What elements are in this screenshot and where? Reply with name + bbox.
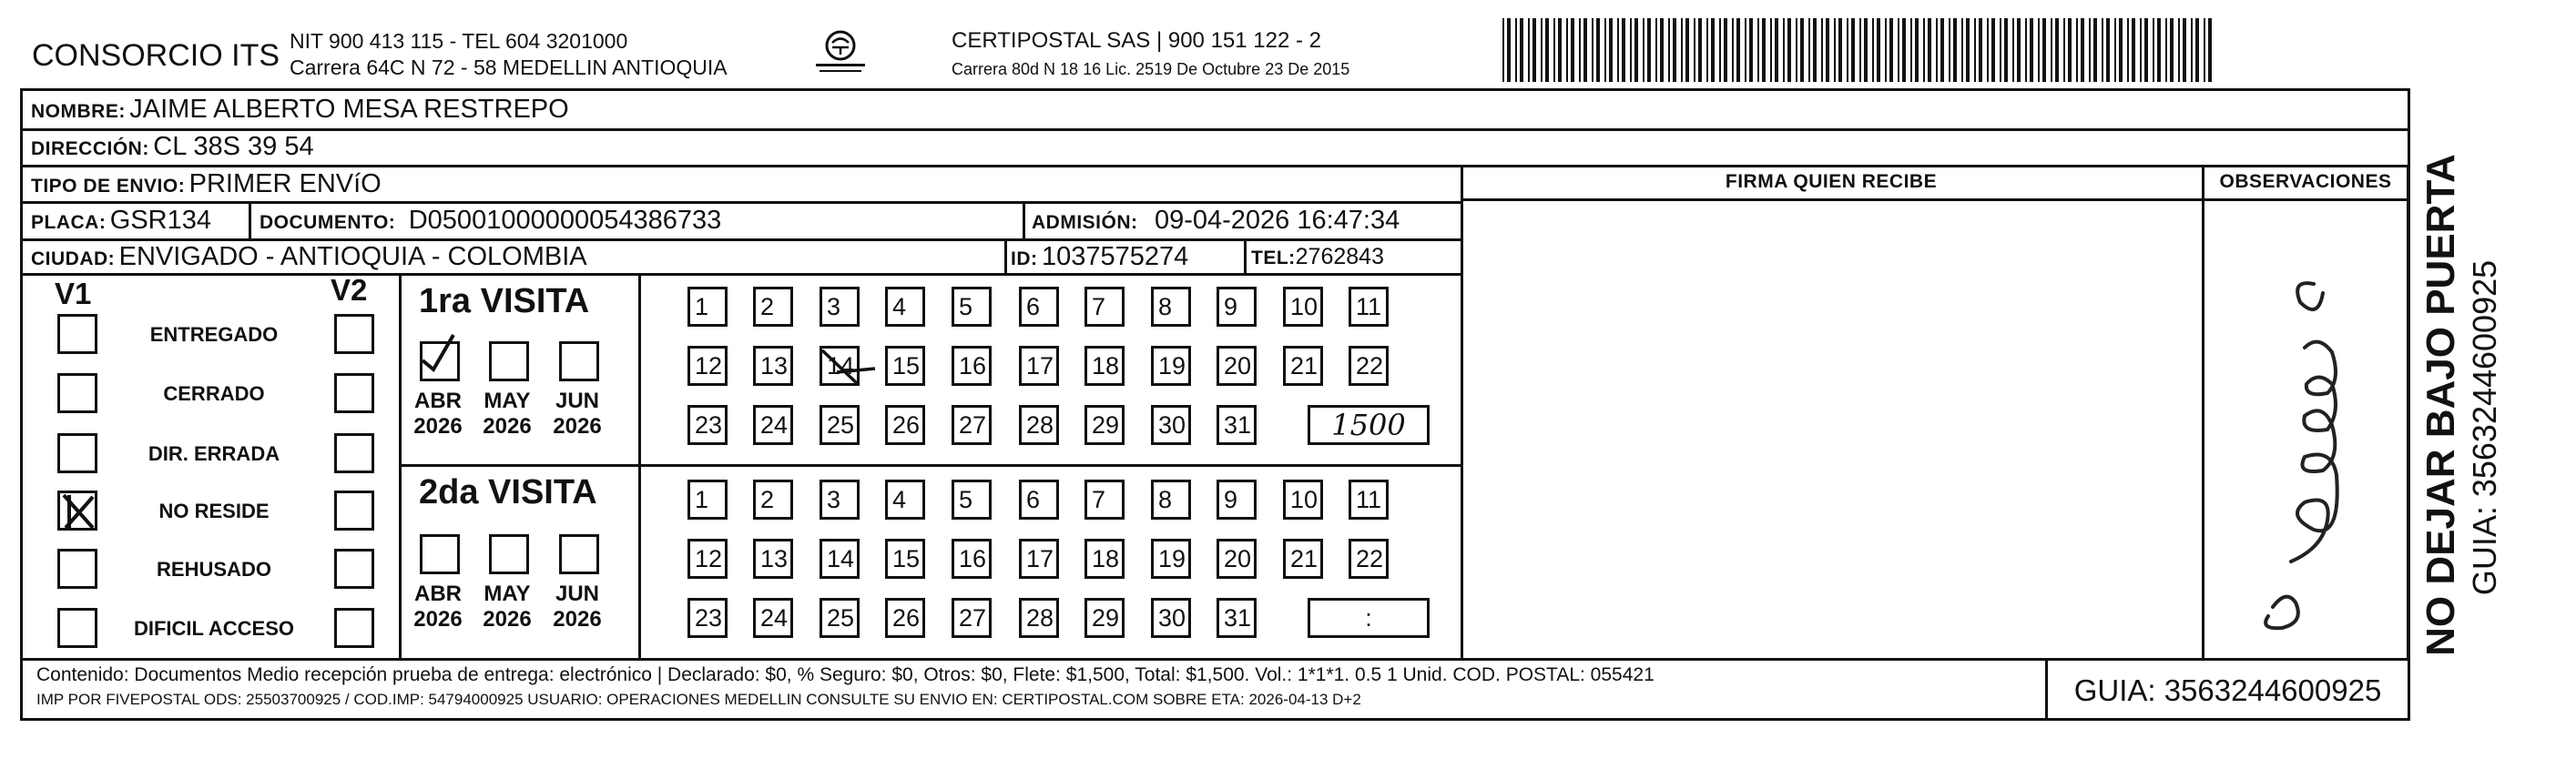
day-box[interactable]	[1349, 287, 1389, 327]
v1-checkbox[interactable]	[57, 608, 97, 648]
day-box[interactable]	[885, 480, 925, 520]
visit1-title: 1ra VISITA	[419, 282, 590, 320]
ciudad-row	[31, 242, 587, 272]
x-mark-icon	[60, 493, 97, 530]
day-box[interactable]	[820, 346, 860, 386]
nombre-label: NOMBRE:	[31, 101, 126, 122]
day-number: 31	[1224, 604, 1252, 632]
day-box[interactable]	[1283, 346, 1323, 386]
day-number: 16	[959, 352, 987, 379]
id-value: 1037575274	[1041, 242, 1189, 271]
month-label: JUN	[555, 582, 599, 606]
day-number: 21	[1290, 352, 1319, 379]
v1-checkbox[interactable]	[57, 491, 97, 531]
status-label: DIR. ERRADA	[148, 442, 280, 465]
day-box[interactable]	[1019, 598, 1059, 638]
day-number: 17	[1026, 545, 1054, 572]
documento-label: DOCUMENTO:	[260, 212, 396, 233]
day-box[interactable]	[1019, 346, 1059, 386]
day-box[interactable]	[1084, 405, 1125, 445]
day-number: 12	[695, 545, 723, 572]
day-number: 22	[1356, 545, 1384, 572]
day-mark-icon	[819, 345, 882, 400]
month-checkbox-jun[interactable]	[559, 534, 599, 574]
day-box[interactable]	[1151, 480, 1191, 520]
day-number: 19	[1158, 545, 1186, 572]
v1-checkbox[interactable]	[57, 549, 97, 589]
day-number: 31	[1224, 411, 1252, 439]
day-box[interactable]	[1019, 405, 1059, 445]
signature	[2204, 202, 2407, 657]
day-box[interactable]	[1084, 480, 1125, 520]
day-number: 30	[1158, 411, 1186, 439]
day-box[interactable]	[1084, 346, 1125, 386]
day-box[interactable]	[1283, 480, 1323, 520]
direccion-label: DIRECCIÓN:	[31, 138, 149, 159]
day-number: 17	[1026, 352, 1054, 379]
day-number: 26	[892, 604, 921, 632]
day-box[interactable]	[885, 405, 925, 445]
day-number: 8	[1158, 293, 1173, 320]
day-number: 19	[1158, 352, 1186, 379]
day-number: 24	[760, 604, 789, 632]
tel-label: TEL:	[1251, 248, 1296, 268]
company-name: CONSORCIO ITS	[32, 38, 280, 73]
v1-checkbox[interactable]	[57, 373, 97, 413]
day-number: 25	[827, 411, 855, 439]
status-label: NO RESIDE	[158, 500, 270, 522]
ciudad-value: ENVIGADO - ANTIOQUIA - COLOMBIA	[118, 242, 587, 271]
admision-label: ADMISIÓN:	[1032, 212, 1138, 233]
month-label: ABR	[414, 582, 462, 606]
placa-row	[31, 206, 211, 236]
tipo-value: PRIMER ENVíO	[188, 169, 382, 198]
day-number: 24	[760, 411, 789, 439]
company-nit: NIT 900 413 115 - TEL 604 3201000	[290, 29, 628, 53]
placa-value: GSR134	[109, 206, 212, 235]
day-box[interactable]	[753, 539, 793, 579]
year-label: 2026	[553, 414, 602, 439]
day-number: 27	[959, 411, 987, 439]
day-number: 18	[1092, 352, 1120, 379]
v2-checkbox[interactable]	[334, 314, 374, 354]
month-label: ABR	[414, 389, 462, 413]
day-box[interactable]	[1217, 405, 1257, 445]
day-box[interactable]	[753, 598, 793, 638]
day-box[interactable]	[1151, 598, 1191, 638]
year-label: 2026	[553, 607, 602, 632]
day-box[interactable]	[1019, 480, 1059, 520]
day-box[interactable]	[952, 539, 992, 579]
day-number: 1	[695, 486, 709, 513]
day-number: 7	[1092, 293, 1106, 320]
year-label: 2026	[413, 414, 463, 439]
tel-row	[1251, 244, 1384, 270]
v2-checkbox[interactable]	[334, 549, 374, 589]
direccion-value: CL 38S 39 54	[153, 132, 314, 161]
day-number: 6	[1026, 293, 1041, 320]
day-box[interactable]	[952, 287, 992, 327]
status-label: ENTREGADO	[149, 323, 279, 346]
admision-value: 09-04-2026 16:47:34	[1154, 206, 1400, 235]
day-box[interactable]	[687, 539, 728, 579]
day-number: 2	[760, 486, 775, 513]
tipo-row	[31, 169, 382, 199]
day-number: 14	[827, 545, 855, 572]
footer-guia: GUIA: 3563244600925	[2073, 673, 2382, 707]
day-box[interactable]	[1019, 287, 1059, 327]
v2-checkbox[interactable]	[334, 433, 374, 473]
day-box[interactable]	[753, 480, 793, 520]
day-box[interactable]	[1283, 287, 1323, 327]
day-box[interactable]	[1349, 480, 1389, 520]
day-box[interactable]	[687, 346, 728, 386]
day-box[interactable]	[952, 480, 992, 520]
day-box[interactable]	[1151, 539, 1191, 579]
day-number: 7	[1092, 486, 1106, 513]
day-box[interactable]	[1217, 480, 1257, 520]
day-number: 4	[892, 293, 907, 320]
v1-checkbox[interactable]	[57, 314, 97, 354]
status-label: REHUSADO	[157, 558, 271, 581]
month-checkbox-abr[interactable]	[420, 341, 460, 381]
day-box[interactable]	[753, 346, 793, 386]
v2-label: V2	[331, 273, 368, 307]
day-box[interactable]	[1349, 539, 1389, 579]
day-number: 11	[1356, 486, 1382, 513]
nombre-row	[31, 95, 569, 125]
side-warning: NO DEJAR BAJO PUERTA	[2418, 154, 2463, 656]
imp-text: IMP POR FIVEPOSTAL ODS: 25503700925 / COD.IMP: 54794000925 USUARIO: OPERACIONES MEDELLIN CONSULTE SU ENVIO EN: CERTIPOSTAL.COM SOBRE ETA: 2026-04-13 D+2	[36, 691, 1361, 708]
barcode	[1502, 18, 2222, 82]
day-number: 13	[760, 352, 789, 379]
time-box[interactable]	[1308, 598, 1430, 638]
day-box[interactable]	[885, 287, 925, 327]
day-box[interactable]	[687, 405, 728, 445]
day-box[interactable]	[885, 598, 925, 638]
day-number: 23	[695, 411, 723, 439]
day-box[interactable]	[1217, 287, 1257, 327]
day-box[interactable]	[820, 480, 860, 520]
placa-label: PLACA:	[31, 212, 107, 233]
day-box[interactable]	[820, 598, 860, 638]
day-number: 29	[1092, 604, 1120, 632]
day-number: 3	[827, 293, 841, 320]
day-number: 29	[1092, 411, 1120, 439]
day-number: 5	[959, 486, 973, 513]
day-number: 16	[959, 545, 987, 572]
id-label: ID:	[1011, 248, 1038, 269]
day-number: 18	[1092, 545, 1120, 572]
tipo-label: TIPO DE ENVIO:	[31, 176, 186, 197]
documento-row	[260, 206, 721, 236]
year-label: 2026	[483, 607, 532, 632]
status-label: CERRADO	[163, 382, 265, 405]
day-box[interactable]	[1217, 539, 1257, 579]
contenido-text: Contenido: Documentos Medio recepción prueba de entrega: electrónico | Declarado: $0, % Seguro: $0, Otros: $0, Flete: $1,500, Total: $1,500. Vol.: 1*1*1. 0.5 1 Unid. COD. POSTAL: 055421	[36, 664, 1655, 685]
day-number: 5	[959, 293, 973, 320]
day-box[interactable]	[820, 405, 860, 445]
signature-drawing	[2204, 202, 2407, 657]
month-label: JUN	[555, 389, 599, 413]
day-number: 3	[827, 486, 841, 513]
day-number: 30	[1158, 604, 1186, 632]
day-box[interactable]	[1349, 346, 1389, 386]
company-address: Carrera 64C N 72 - 58 MEDELLIN ANTIOQUIA	[290, 56, 728, 79]
day-number: 21	[1290, 545, 1319, 572]
day-box[interactable]	[1151, 405, 1191, 445]
day-number: 10	[1290, 293, 1319, 320]
direccion-row	[31, 132, 314, 162]
status-label: DIFICIL ACCESO	[133, 617, 294, 640]
day-box[interactable]	[687, 480, 728, 520]
month-label: MAY	[484, 389, 531, 413]
day-number: 27	[959, 604, 987, 632]
ciudad-label: CIUDAD:	[31, 248, 116, 269]
side-guia: GUIA: 3563244600925	[2466, 259, 2503, 596]
id-row	[1011, 242, 1188, 272]
day-number: 15	[892, 545, 921, 572]
day-number: 8	[1158, 486, 1173, 513]
visit2-title: 2da VISITA	[419, 473, 597, 511]
year-label: 2026	[413, 607, 463, 632]
day-box[interactable]	[1084, 539, 1125, 579]
courier-address: Carrera 80d N 18 16 Lic. 2519 De Octubre 23 De 2015	[952, 60, 1350, 78]
nombre-value: JAIME ALBERTO MESA RESTREPO	[129, 95, 569, 124]
tel-value: 2762843	[1295, 244, 1384, 269]
day-box[interactable]	[1217, 346, 1257, 386]
day-number: 28	[1026, 411, 1054, 439]
day-box[interactable]	[1084, 598, 1125, 638]
day-number: 4	[892, 486, 907, 513]
time-box[interactable]	[1308, 405, 1430, 445]
month-checkbox-abr[interactable]	[420, 534, 460, 574]
day-box[interactable]	[1151, 346, 1191, 386]
day-number: 20	[1224, 545, 1252, 572]
day-number: 9	[1224, 293, 1238, 320]
day-number: 28	[1026, 604, 1054, 632]
admision-row	[1032, 206, 1400, 236]
day-box[interactable]	[687, 287, 728, 327]
v2-checkbox[interactable]	[334, 608, 374, 648]
day-number: 9	[1224, 486, 1238, 513]
day-number: 13	[760, 545, 789, 572]
day-box[interactable]	[1084, 287, 1125, 327]
firma-header: FIRMA QUIEN RECIBE	[1725, 171, 1938, 192]
day-number: 1	[695, 293, 709, 320]
day-number: 12	[695, 352, 723, 379]
day-box[interactable]	[753, 405, 793, 445]
month-label: MAY	[484, 582, 531, 606]
time-value: :	[1365, 604, 1372, 632]
day-box[interactable]	[687, 598, 728, 638]
day-number: 11	[1356, 293, 1382, 320]
day-box[interactable]	[1217, 598, 1257, 638]
day-number: 22	[1356, 352, 1384, 379]
documento-value: D05001000000054386733	[408, 206, 722, 235]
observaciones-header: OBSERVACIONES	[2219, 171, 2392, 192]
v1-checkbox[interactable]	[57, 433, 97, 473]
day-number: 26	[892, 411, 921, 439]
day-box[interactable]	[1151, 287, 1191, 327]
day-number: 14	[827, 352, 855, 379]
day-number: 25	[827, 604, 855, 632]
v2-checkbox[interactable]	[334, 491, 374, 531]
day-number: 20	[1224, 352, 1252, 379]
time-value: 1500	[1331, 408, 1406, 442]
month-checkbox-may[interactable]	[489, 341, 529, 381]
day-box[interactable]	[885, 346, 925, 386]
day-number: 23	[695, 604, 723, 632]
v2-checkbox[interactable]	[334, 373, 374, 413]
side-text	[2418, 86, 2545, 723]
day-box[interactable]	[820, 539, 860, 579]
day-box[interactable]	[753, 287, 793, 327]
check-mark-icon	[417, 333, 468, 379]
month-checkbox-may[interactable]	[489, 534, 529, 574]
day-box[interactable]	[820, 287, 860, 327]
day-number: 6	[1026, 486, 1041, 513]
certipostal-logo	[809, 27, 872, 80]
month-checkbox-jun[interactable]	[559, 341, 599, 381]
day-box[interactable]	[952, 598, 992, 638]
day-box[interactable]	[952, 405, 992, 445]
day-box[interactable]	[885, 539, 925, 579]
day-box[interactable]	[1283, 539, 1323, 579]
logo-icon	[809, 27, 872, 80]
day-box[interactable]	[1019, 539, 1059, 579]
day-number: 2	[760, 293, 775, 320]
v1-label: V1	[55, 277, 92, 310]
day-number: 15	[892, 352, 921, 379]
day-number: 10	[1290, 486, 1319, 513]
courier-name: CERTIPOSTAL SAS | 900 151 122 - 2	[952, 28, 1321, 53]
day-box[interactable]	[952, 346, 992, 386]
year-label: 2026	[483, 414, 532, 439]
